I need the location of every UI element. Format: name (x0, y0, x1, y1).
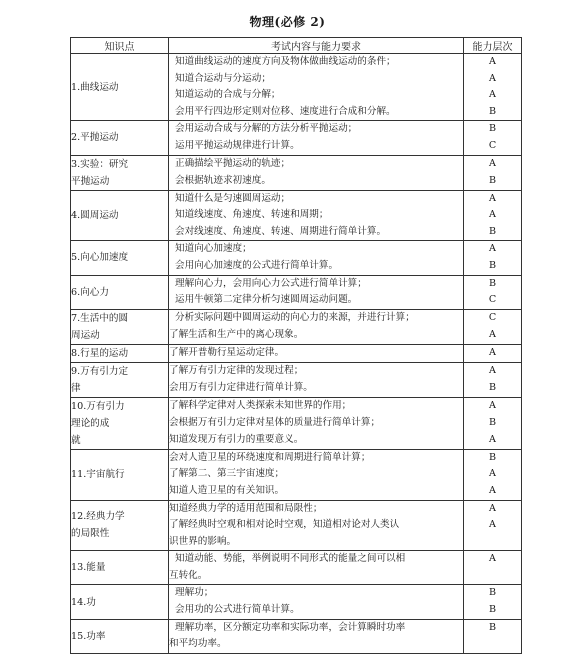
requirements-cell (169, 619, 464, 653)
ability-level-cell (464, 309, 522, 344)
requirements-cell (169, 155, 464, 190)
ability-level-cell (464, 449, 522, 500)
ability-level-value: A (489, 502, 496, 514)
requirement-line: 知道发现万有引力的重要意义。 (169, 433, 304, 445)
ability-level-value: C (488, 312, 497, 324)
header-knowledge-point: 知识点 (71, 38, 169, 54)
table-row (71, 362, 522, 397)
ability-level-cell (464, 155, 522, 190)
requirement-line: 知道经典力学的适用范围和局限性； (169, 502, 323, 514)
table-row (71, 121, 522, 155)
requirement-line: 知道合运动与分运动； (175, 72, 271, 84)
requirement-line: 知道线速度、角速度、转速和周期； (175, 209, 329, 221)
requirements-cell (169, 190, 464, 241)
requirement-line: 理解功； (175, 587, 214, 599)
requirement-line: 会用万有引力定律进行简单计算。 (169, 381, 313, 393)
requirements-cell (169, 449, 464, 500)
table-header-row (71, 38, 522, 54)
knowledge-point-cell: 12.经典力学 的局限性 (71, 500, 169, 551)
ability-level-value: B (488, 451, 497, 463)
knowledge-point-cell: 15.功率 (71, 619, 169, 653)
ability-level-value: B (488, 621, 497, 633)
requirements-cell (169, 585, 464, 619)
table-row (71, 241, 522, 275)
knowledge-point-cell: 7.生活中的圆 周运动 (71, 309, 169, 344)
requirement-line: 会对人造卫星的环绕速度和周期进行简单计算； (169, 451, 371, 463)
requirement-line: 理解向心力，会用向心力公式进行简单计算； (175, 277, 367, 289)
ability-level-cell (464, 500, 522, 551)
requirement-line: 知道动能、势能，举例说明不同形式的能量之间可以相 (175, 553, 406, 565)
requirement-line: 知道运动的合成与分解； (175, 89, 281, 101)
ability-level-value: B (488, 416, 497, 428)
knowledge-point-cell: 6.向心力 (71, 275, 169, 309)
requirement-line: 会根据万有引力定律对星体的质量进行简单计算； (169, 416, 381, 428)
ability-level-value: A (489, 157, 496, 169)
syllabus-table (70, 37, 522, 654)
ability-level-value: A (489, 400, 496, 412)
table-row (71, 344, 522, 362)
ability-level-value (464, 636, 521, 653)
ability-level-value (464, 568, 521, 585)
ability-level-value: A (489, 433, 496, 445)
table-row (71, 500, 522, 551)
ability-level-value: A (489, 484, 496, 496)
ability-level-value: A (489, 553, 496, 565)
knowledge-point-cell: 2.平抛运动 (71, 121, 169, 155)
table-row (71, 551, 522, 585)
table-row (71, 309, 522, 344)
ability-level-value: B (488, 105, 497, 117)
knowledge-point-cell: 9.万有引力定 律 (71, 362, 169, 397)
header-ability-level: 能力层次 (464, 38, 522, 54)
requirement-line: 了解万有引力定律的发现过程； (169, 365, 304, 377)
ability-level-cell (464, 397, 522, 449)
knowledge-point-cell: 10.万有引力 理论的成 就 (71, 397, 169, 449)
ability-level-value: B (488, 123, 497, 135)
requirement-line: 知道向心加速度； (175, 243, 252, 255)
requirements-cell (169, 309, 464, 344)
requirement-line: 知道什么是匀速圆周运动； (175, 192, 291, 204)
ability-level-value: A (489, 519, 496, 531)
ability-level-cell (464, 362, 522, 397)
table-row (71, 397, 522, 449)
requirements-cell (169, 344, 464, 362)
requirement-line: 会用向心加速度的公式进行简单计算。 (175, 259, 339, 271)
ability-level-cell (464, 585, 522, 619)
ability-level-value: B (488, 277, 497, 289)
table-row (71, 449, 522, 500)
knowledge-point-cell: 3.实验：研究 平抛运动 (71, 155, 169, 190)
requirement-line: 运用牛顿第二定律分析匀速圆周运动问题。 (175, 294, 358, 306)
ability-level-value (464, 534, 521, 551)
page-title: 物理(必修 2) (249, 15, 326, 29)
requirement-line: 运用平抛运动规律进行计算。 (175, 139, 300, 151)
table-row (71, 54, 522, 121)
table-row (71, 275, 522, 309)
ability-level-value: B (488, 225, 497, 237)
ability-level-value: A (489, 209, 496, 221)
knowledge-point-cell: 13.能量 (71, 551, 169, 585)
ability-level-value: C (488, 139, 497, 151)
requirement-line: 分析实际问题中圆周运动的向心力的来源，并进行计算； (175, 312, 415, 324)
ability-level-value: A (489, 56, 496, 67)
requirement-line: 会用功的公式进行简单计算。 (175, 604, 300, 616)
ability-level-value: A (489, 243, 496, 255)
requirement-line: 会用平行四边形定则对位移、速度进行合成和分解。 (175, 105, 396, 117)
requirements-cell (169, 551, 464, 585)
requirement-line: 了解第二、第三宇宙速度； (169, 468, 285, 480)
knowledge-point-cell: 11.宇宙航行 (71, 449, 169, 500)
table-row (71, 155, 522, 190)
requirement-line: 和平均功率。 (169, 638, 227, 650)
ability-level-value: C (488, 294, 497, 306)
requirement-line: 知道曲线运动的速度方向及物体做曲线运动的条件； (175, 56, 396, 67)
ability-level-cell (464, 344, 522, 362)
knowledge-point-cell: 8.行星的运动 (71, 344, 169, 362)
ability-level-value: B (488, 174, 497, 186)
requirement-line: 理解功率，区分额定功率和实际功率，会计算瞬时功率 (175, 621, 406, 633)
ability-level-value: A (489, 365, 496, 377)
ability-level-cell (464, 551, 522, 585)
table-row (71, 585, 522, 619)
requirements-cell (169, 54, 464, 121)
requirements-cell (169, 362, 464, 397)
requirements-cell (169, 500, 464, 551)
knowledge-point-cell: 5.向心加速度 (71, 241, 169, 275)
knowledge-point-cell: 4.圆周运动 (71, 190, 169, 241)
ability-level-cell (464, 190, 522, 241)
ability-level-cell (464, 54, 522, 121)
requirement-line: 会根据轨迹求初速度。 (175, 174, 271, 186)
knowledge-point-cell: 14.功 (71, 585, 169, 619)
requirement-line: 互转化。 (169, 569, 208, 581)
requirement-line: 了解经典时空观和相对论时空观，知道相对论对人类认 (169, 519, 400, 531)
ability-level-value: A (489, 346, 496, 358)
ability-level-value: A (489, 72, 496, 84)
ability-level-cell (464, 275, 522, 309)
ability-level-value: B (488, 259, 497, 271)
requirements-cell (169, 397, 464, 449)
requirement-line: 了解科学定律对人类探索未知世界的作用； (169, 400, 352, 412)
requirement-line: 知道人造卫星的有关知识。 (169, 484, 285, 496)
requirements-cell (169, 121, 464, 155)
ability-level-cell (464, 241, 522, 275)
ability-level-cell (464, 121, 522, 155)
requirements-cell (169, 241, 464, 275)
ability-level-value: A (489, 468, 496, 480)
ability-level-value: A (489, 89, 496, 101)
requirement-line: 了解生活和生产中的离心现象。 (169, 328, 304, 340)
header-exam-requirements: 考试内容与能力要求 (169, 38, 464, 54)
table-row (71, 619, 522, 653)
requirement-line: 正确描绘平抛运动的轨迹； (175, 157, 291, 169)
table-row (71, 190, 522, 241)
ability-level-value: A (489, 328, 496, 340)
requirement-line: 识世界的影响。 (169, 535, 237, 547)
ability-level-value: A (489, 192, 496, 204)
requirement-line: 会用运动合成与分解的方法分析平抛运动； (175, 123, 358, 135)
ability-level-cell (464, 619, 522, 653)
requirement-line: 了解开普勒行星运动定律。 (169, 346, 285, 358)
requirements-cell (169, 275, 464, 309)
table-body (71, 54, 522, 654)
ability-level-value: B (488, 604, 497, 616)
requirement-line: 会对线速度、角速度、转速、周期进行简单计算。 (175, 225, 387, 237)
ability-level-value: B (488, 587, 497, 599)
ability-level-value: B (488, 381, 497, 393)
knowledge-point-cell: 1.曲线运动 (71, 54, 169, 121)
